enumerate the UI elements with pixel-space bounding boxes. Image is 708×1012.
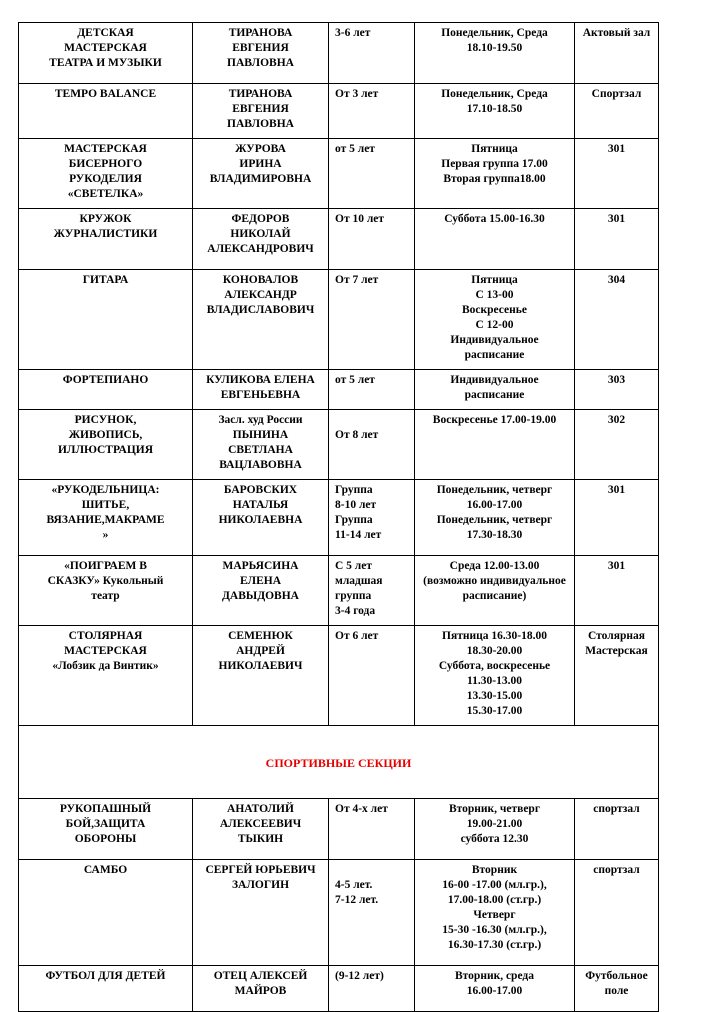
activity-name-cell — [19, 209, 193, 270]
teacher-name-cell — [193, 626, 329, 726]
age-group-cell — [329, 410, 415, 480]
age-group-line: Группа — [335, 514, 373, 526]
activity-name-line: театр — [91, 590, 120, 602]
schedule-times-cell — [415, 966, 575, 1012]
schedule-times-line: Индивидуальное — [450, 334, 539, 346]
age-group-line: От 10 лет — [335, 213, 385, 225]
room-location-line: спортзал — [593, 803, 640, 815]
teacher-name-cell — [193, 860, 329, 966]
activity-name-cell — [19, 480, 193, 556]
table-row — [19, 556, 659, 626]
teacher-name-line: ТЫКИН — [237, 833, 284, 845]
schedule-times-line: Среда 12.00-13.00 — [449, 560, 540, 572]
age-group-line: От 3 лет — [335, 88, 379, 100]
table-row — [19, 270, 659, 370]
table-row — [19, 139, 659, 209]
activity-name-line: ЖУРНАЛИСТИКИ — [53, 228, 158, 240]
schedule-times-line: Воскресенье — [462, 304, 527, 316]
teacher-name-cell — [193, 139, 329, 209]
room-location-cell — [575, 860, 659, 966]
teacher-name-line: АЛЕКСАНДР — [224, 289, 297, 301]
activity-name-cell — [19, 860, 193, 966]
schedule-times-line: Вторник, четверг — [448, 803, 541, 815]
room-location-cell — [575, 410, 659, 480]
activity-name-line: ВЯЗАНИЕ,МАКРАМЕ — [46, 514, 165, 526]
room-location-cell — [575, 139, 659, 209]
room-location-cell — [575, 209, 659, 270]
activity-name-line: БИСЕРНОГО — [68, 158, 143, 170]
activity-name-line: «РУКОДЕЛЬНИЦА: — [51, 484, 160, 496]
schedule-times-line: 19.00-21.00 — [466, 818, 523, 830]
schedule-times-line: 17.10-18.50 — [466, 103, 523, 115]
schedule-times-line: 16.00-17.00 — [466, 499, 523, 511]
teacher-name-line: КОНОВАЛОВ — [222, 274, 299, 286]
activity-name-line: МАСТЕРСКАЯ — [64, 143, 147, 155]
activity-name-line: «СВЕТЕЛКА» — [67, 188, 144, 200]
room-location-line: Футбольное — [585, 970, 648, 982]
schedule-times-cell — [415, 480, 575, 556]
age-group-line: 4-5 лет. — [335, 879, 373, 891]
schedule-times-cell — [415, 799, 575, 860]
activity-name-line: «Лобзик да Винтик» — [52, 660, 159, 672]
activity-name-line: ДЕТСКАЯ — [77, 27, 134, 39]
activity-name-line: МАСТЕРСКАЯ — [64, 645, 147, 657]
schedule-times-line: расписание — [464, 389, 525, 401]
activity-name-line: TEMPO BALANCE — [54, 88, 157, 100]
table-row — [19, 480, 659, 556]
teacher-name-line: Засл. худ России — [218, 414, 303, 426]
activity-name-cell — [19, 626, 193, 726]
table-row — [19, 966, 659, 1012]
teacher-name-line: СВЕТЛАНА — [228, 444, 293, 456]
schedule-times-cell — [415, 626, 575, 726]
schedule-times-line: (возможно индивидуальное — [423, 575, 566, 587]
age-group-line: от 5 лет — [335, 374, 375, 386]
schedule-times-cell — [415, 270, 575, 370]
age-group-line: 3-4 года — [335, 605, 376, 617]
schedule-times-line: 18.10-19.50 — [466, 42, 523, 54]
section-row — [19, 726, 659, 799]
age-group-line: младшая — [335, 575, 383, 587]
schedule-times-line: 17.00-18.00 (ст.гр.) — [447, 894, 542, 906]
age-group-line: От 8 лет — [335, 429, 379, 441]
age-group-line: 7-12 лет. — [335, 894, 379, 906]
teacher-name-line: ПАВЛОВНА — [227, 118, 294, 130]
teacher-name-cell — [193, 84, 329, 139]
table-row — [19, 370, 659, 410]
schedule-times-line: С 12-00 — [475, 319, 514, 331]
activity-name-line: СКАЗКУ» Кукольный — [47, 575, 164, 587]
activity-name-line: ГИТАРА — [82, 274, 129, 286]
teacher-name-line: ПЫНИНА — [232, 429, 289, 441]
teacher-name-line: АНАТОЛИЙ — [227, 803, 294, 815]
room-location-cell — [575, 270, 659, 370]
age-group-cell — [329, 84, 415, 139]
age-group-line: 11-14 лет — [335, 529, 382, 541]
teacher-name-line: ФЕДОРОВ — [231, 213, 290, 225]
teacher-name-line: ИРИНА — [239, 158, 282, 170]
activity-name-line: СТОЛЯРНАЯ — [68, 630, 143, 642]
room-location-line: Столярная — [588, 630, 645, 642]
teacher-name-cell — [193, 799, 329, 860]
schedule-times-cell — [415, 370, 575, 410]
room-location-cell — [575, 23, 659, 84]
teacher-name-line: ДАВЫДОВНА — [222, 590, 299, 602]
table-row — [19, 84, 659, 139]
schedule-times-line: расписание — [464, 349, 525, 361]
activity-name-cell — [19, 966, 193, 1012]
room-location-line: Спортзал — [591, 88, 642, 100]
schedule-times-line: 17.30-18.30 — [466, 529, 523, 541]
activity-name-cell — [19, 410, 193, 480]
teacher-name-line: ВАЦЛАВОВНА — [219, 459, 302, 471]
teacher-name-line: НАТАЛЬЯ — [232, 499, 289, 511]
teacher-name-line: МАРЬЯСИНА — [222, 560, 299, 572]
age-group-cell — [329, 966, 415, 1012]
schedule-document — [18, 22, 658, 1012]
schedule-times-cell — [415, 556, 575, 626]
teacher-name-line: ТИРАНОВА — [228, 27, 293, 39]
room-location-cell — [575, 626, 659, 726]
teacher-name-line: СЕМЕНЮК — [228, 630, 293, 642]
age-group-cell — [329, 209, 415, 270]
teacher-name-line: ВЛАДИСЛАВОВИЧ — [206, 304, 315, 316]
age-group-line: От 7 лет — [335, 274, 379, 286]
activity-name-line: ОБОРОНЫ — [74, 833, 137, 845]
room-location-line: 303 — [607, 374, 626, 386]
schedule-times-line: Суббота, воскресенье — [438, 660, 551, 672]
table-row — [19, 860, 659, 966]
teacher-name-cell — [193, 370, 329, 410]
schedule-times-cell — [415, 23, 575, 84]
teacher-name-cell — [193, 270, 329, 370]
room-location-cell — [575, 84, 659, 139]
schedule-table-body — [19, 23, 659, 1012]
age-group-cell — [329, 23, 415, 84]
age-group-cell — [329, 270, 415, 370]
teacher-name-line: КУЛИКОВА ЕЛЕНА — [206, 374, 315, 386]
schedule-times-line: 15.30-17.00 — [466, 705, 523, 717]
schedule-times-line: Вторник, среда — [455, 970, 534, 982]
schedule-times-cell — [415, 139, 575, 209]
schedule-times-line: Индивидуальное — [450, 374, 539, 386]
age-group-line: Группа — [335, 484, 373, 496]
age-group-cell — [329, 480, 415, 556]
room-location-line: 301 — [607, 484, 626, 496]
age-group-cell — [329, 370, 415, 410]
schedule-times-line: Понедельник, четверг — [436, 514, 553, 526]
activity-name-line: РУКОДЕЛИЯ — [69, 173, 142, 185]
age-group-line: От 6 лет — [335, 630, 379, 642]
room-location-line: 304 — [607, 274, 626, 286]
teacher-name-line: ЗАЛОГИН — [231, 879, 290, 891]
schedule-times-line: Пятница 16.30-18.00 — [442, 630, 547, 642]
age-group-line: От 4-х лет — [335, 803, 388, 815]
activity-name-cell — [19, 270, 193, 370]
teacher-name-line: АНДРЕЙ — [236, 645, 285, 657]
schedule-times-line: суббота 12.30 — [460, 833, 529, 845]
teacher-name-cell — [193, 23, 329, 84]
schedule-times-line: Первая группа 17.00 — [441, 158, 548, 170]
schedule-times-line: 16.30-17.30 (ст.гр.) — [447, 939, 542, 951]
schedule-times-line: 16.00-17.00 — [466, 985, 523, 997]
teacher-name-cell — [193, 480, 329, 556]
teacher-name-line: АЛЕКСЕЕВИЧ — [219, 818, 302, 830]
room-location-line: поле — [604, 985, 629, 997]
schedule-times-line: Понедельник, четверг — [436, 484, 553, 496]
room-location-cell — [575, 480, 659, 556]
teacher-name-cell — [193, 209, 329, 270]
teacher-name-line: ЕЛЕНА — [239, 575, 281, 587]
room-location-line: 301 — [607, 560, 626, 572]
activity-name-line: ТЕАТРА И МУЗЫКИ — [49, 57, 162, 69]
table-row — [19, 209, 659, 270]
schedule-times-line: Пятница — [471, 274, 518, 286]
schedule-times-line: Четверг — [473, 909, 516, 921]
teacher-name-cell — [193, 966, 329, 1012]
activity-name-line: » — [102, 529, 109, 541]
activity-name-line: РУКОПАШНЫЙ — [59, 803, 152, 815]
age-group-line: 3-6 лет — [335, 27, 371, 39]
schedule-times-line: 15-30 -16.30 (мл.гр.), — [442, 924, 547, 936]
schedule-times-line: 18.30-20.00 — [466, 645, 523, 657]
schedule-times-line: С 13-00 — [475, 289, 514, 301]
activity-name-line: «ПОИГРАЕМ В — [64, 560, 147, 572]
room-location-line: спортзал — [593, 864, 640, 876]
activity-name-line: ШИТЬЕ, — [81, 499, 130, 511]
teacher-name-line: ЕВГЕНИЯ — [232, 103, 289, 115]
room-location-cell — [575, 556, 659, 626]
room-location-cell — [575, 370, 659, 410]
section-title: СПОРТИВНЫЕ СЕКЦИИ — [19, 726, 659, 799]
teacher-name-line: ЕВГЕНЬЕВНА — [220, 389, 301, 401]
schedule-times-line: Вторник — [471, 864, 518, 876]
activity-name-line: РИСУНОК, — [74, 414, 137, 426]
activity-name-line: МАСТЕРСКАЯ — [64, 42, 147, 54]
activity-name-cell — [19, 84, 193, 139]
room-location-line: 302 — [607, 414, 626, 426]
activity-name-cell — [19, 139, 193, 209]
age-group-line: 8-10 лет — [335, 499, 377, 511]
teacher-name-line: ЖУРОВА — [235, 143, 286, 155]
schedule-times-line: Суббота 15.00-16.30 — [444, 213, 545, 225]
activity-name-line: ФУТБОЛ ДЛЯ ДЕТЕЙ — [45, 970, 166, 982]
schedule-table — [18, 22, 659, 1012]
schedule-times-line: 13.30-15.00 — [466, 690, 523, 702]
activity-name-line: ФОРТЕПИАНО — [62, 374, 149, 386]
activity-name-line: БОЙ,ЗАЩИТА — [65, 818, 146, 830]
schedule-times-line: Пятница — [471, 143, 518, 155]
room-location-line: Актовый зал — [582, 27, 651, 39]
room-location-line: 301 — [607, 143, 626, 155]
activity-name-line: ИЛЛЮСТРАЦИЯ — [57, 444, 154, 456]
room-location-cell — [575, 966, 659, 1012]
age-group-line — [335, 413, 410, 428]
schedule-times-line: расписание) — [462, 590, 527, 602]
age-group-cell — [329, 556, 415, 626]
teacher-name-line: БАРОВСКИХ — [223, 484, 298, 496]
activity-name-line: САМБО — [83, 864, 128, 876]
room-location-line: 301 — [607, 213, 626, 225]
age-group-line — [335, 863, 410, 878]
table-row — [19, 799, 659, 860]
schedule-times-line: Понедельник, Среда — [441, 27, 548, 39]
age-group-line: от 5 лет — [335, 143, 375, 155]
age-group-cell — [329, 139, 415, 209]
schedule-times-cell — [415, 860, 575, 966]
activity-name-cell — [19, 370, 193, 410]
room-location-line: Мастерская — [585, 645, 648, 657]
room-location-cell — [575, 799, 659, 860]
table-row — [19, 23, 659, 84]
activity-name-line: ЖИВОПИСЬ, — [68, 429, 143, 441]
teacher-name-line: НИКОЛАЕВНА — [218, 514, 303, 526]
age-group-cell — [329, 860, 415, 966]
teacher-name-cell — [193, 556, 329, 626]
teacher-name-line: ЕВГЕНИЯ — [232, 42, 289, 54]
schedule-times-line: Воскресенье 17.00-19.00 — [432, 414, 557, 426]
age-group-cell — [329, 799, 415, 860]
activity-name-line: КРУЖОК — [79, 213, 132, 225]
age-group-line: (9-12 лет) — [335, 970, 384, 982]
teacher-name-line: НИКОЛАЕВИЧ — [218, 660, 303, 672]
age-group-line: группа — [335, 590, 372, 602]
age-group-cell — [329, 626, 415, 726]
table-row — [19, 626, 659, 726]
teacher-name-line: СЕРГЕЙ ЮРЬЕВИЧ — [205, 864, 316, 876]
teacher-name-line: НИКОЛАЙ — [230, 228, 291, 240]
schedule-times-line: Понедельник, Среда — [441, 88, 548, 100]
age-group-line: С 5 лет — [335, 560, 373, 572]
activity-name-cell — [19, 556, 193, 626]
activity-name-cell — [19, 23, 193, 84]
teacher-name-line: ОТЕЦ АЛЕКСЕЙ — [213, 970, 308, 982]
teacher-name-cell — [193, 410, 329, 480]
teacher-name-line: МАЙРОВ — [234, 985, 287, 997]
teacher-name-line: АЛЕКСАНДРОВИЧ — [207, 243, 314, 255]
schedule-times-cell — [415, 410, 575, 480]
teacher-name-line: ПАВЛОВНА — [227, 57, 294, 69]
teacher-name-line: ТИРАНОВА — [228, 88, 293, 100]
teacher-name-line: ВЛАДИМИРОВНА — [209, 173, 312, 185]
schedule-times-line: 11.30-13.00 — [467, 675, 522, 687]
schedule-times-line: 16-00 -17.00 (мл.гр.), — [442, 879, 547, 891]
schedule-times-line: Вторая группа18.00 — [443, 173, 546, 185]
schedule-times-cell — [415, 209, 575, 270]
activity-name-cell — [19, 799, 193, 860]
table-row — [19, 410, 659, 480]
schedule-times-cell — [415, 84, 575, 139]
